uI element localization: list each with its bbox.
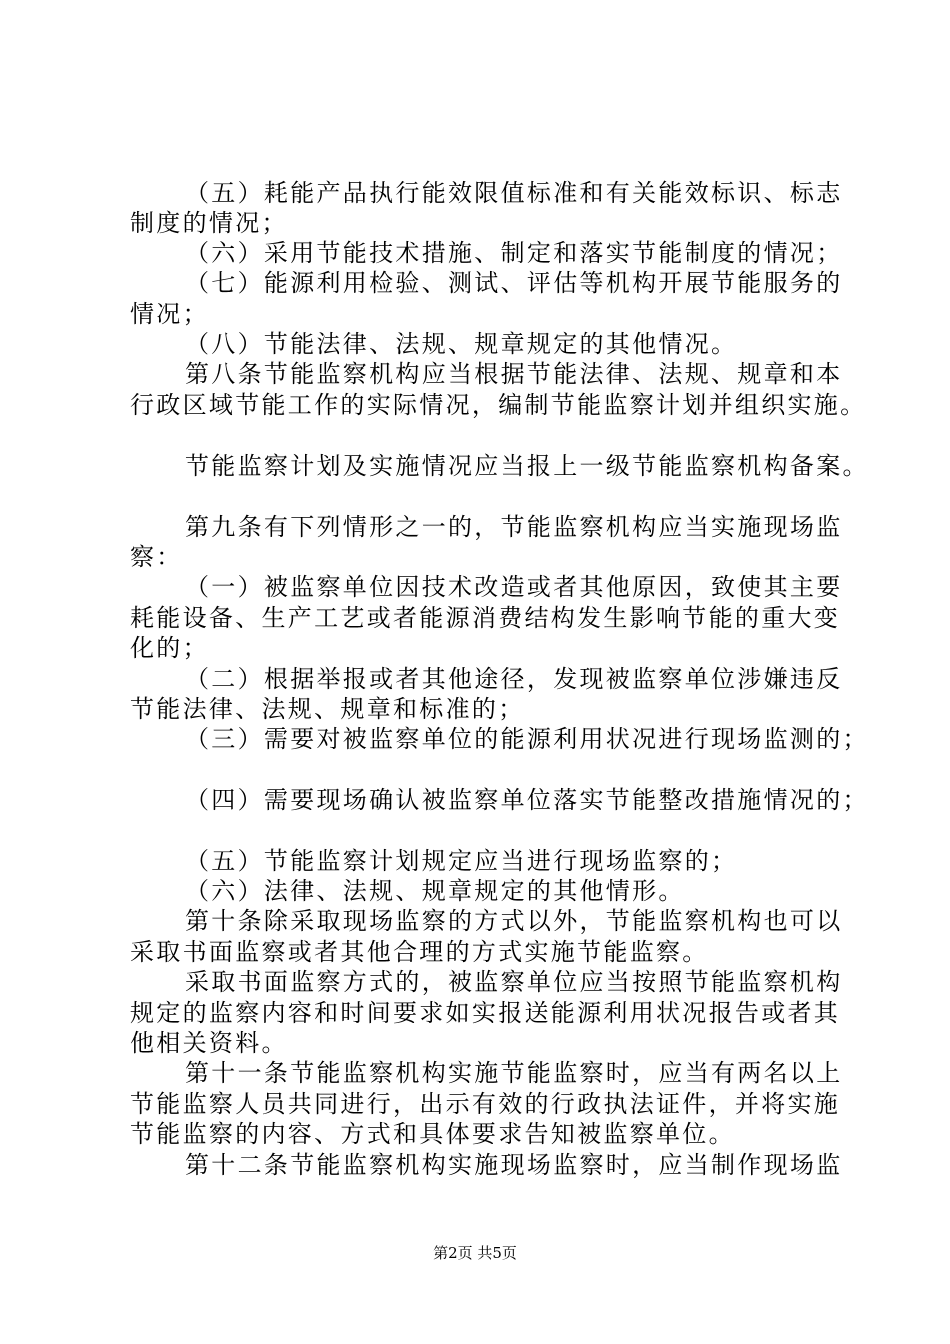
page-number-footer: 第2页 共5页 [433, 1244, 517, 1262]
paragraph-line: 第八条节能监察机构应当根据节能法律、法规、规章和本 [185, 360, 843, 388]
paragraph-line: 情况； [130, 300, 209, 328]
paragraph-line: 第十一条节能监察机构实施节能监察时，应当有两名以上 [185, 1059, 843, 1087]
paragraph-line: 节能监察的内容、方式和具体要求告知被监察单位。 [130, 1120, 735, 1148]
paragraph-line: 节能监察人员共同进行，出示有效的行政执法证件，并将实施 [130, 1090, 841, 1118]
paragraph-line: 第十二条节能监察机构实施现场监察时，应当制作现场监 [185, 1151, 843, 1179]
paragraph-line: 制度的情况； [130, 209, 288, 237]
paragraph-line: （五）耗能产品执行能效限值标准和有关能效标识、标志 [185, 179, 843, 207]
paragraph-line: 他相关资料。 [130, 1029, 288, 1057]
paragraph-line: 耗能设备、生产工艺或者能源消费结构发生影响节能的重大变 [130, 604, 841, 632]
paragraph-line: 察： [130, 543, 183, 571]
paragraph-line: （六）法律、法规、规章规定的其他情形。 [185, 877, 685, 905]
paragraph-line: 采取书面监察方式的，被监察单位应当按照节能监察机构 [185, 968, 843, 996]
paragraph-line: （一）被监察单位因技术改造或者其他原因，致使其主要 [185, 573, 843, 601]
paragraph-line: （六）采用节能技术措施、制定和落实节能制度的情况； [185, 239, 843, 267]
paragraph-line: （五）节能监察计划规定应当进行现场监察的； [185, 847, 738, 875]
paragraph-line: 行政区域节能工作的实际情况，编制节能监察计划并组织实施。 [130, 391, 867, 419]
paragraph-line: （七）能源利用检验、测试、评估等机构开展节能服务的 [185, 269, 843, 297]
paragraph-line: （三）需要对被监察单位的能源利用状况进行现场监测的； [185, 725, 869, 753]
paragraph-line: 第九条有下列情形之一的，节能监察机构应当实施现场监 [185, 513, 843, 541]
paragraph-line: 节能法律、法规、规章和标准的； [130, 695, 525, 723]
paragraph-line: 规定的监察内容和时间要求如实报送能源利用状况报告或者其 [130, 999, 841, 1027]
paragraph-line: 节能监察计划及实施情况应当报上一级节能监察机构备案。 [185, 452, 869, 480]
paragraph-line: 第十条除采取现场监察的方式以外，节能监察机构也可以 [185, 907, 843, 935]
paragraph-line: 化的； [130, 634, 209, 662]
paragraph-line: （二）根据举报或者其他途径，发现被监察单位涉嫌违反 [185, 665, 843, 693]
paragraph-line: （八）节能法律、法规、规章规定的其他情况。 [185, 330, 738, 358]
paragraph-line: 采取书面监察或者其他合理的方式实施节能监察。 [130, 938, 709, 966]
paragraph-line: （四）需要现场确认被监察单位落实节能整改措施情况的； [185, 786, 869, 814]
